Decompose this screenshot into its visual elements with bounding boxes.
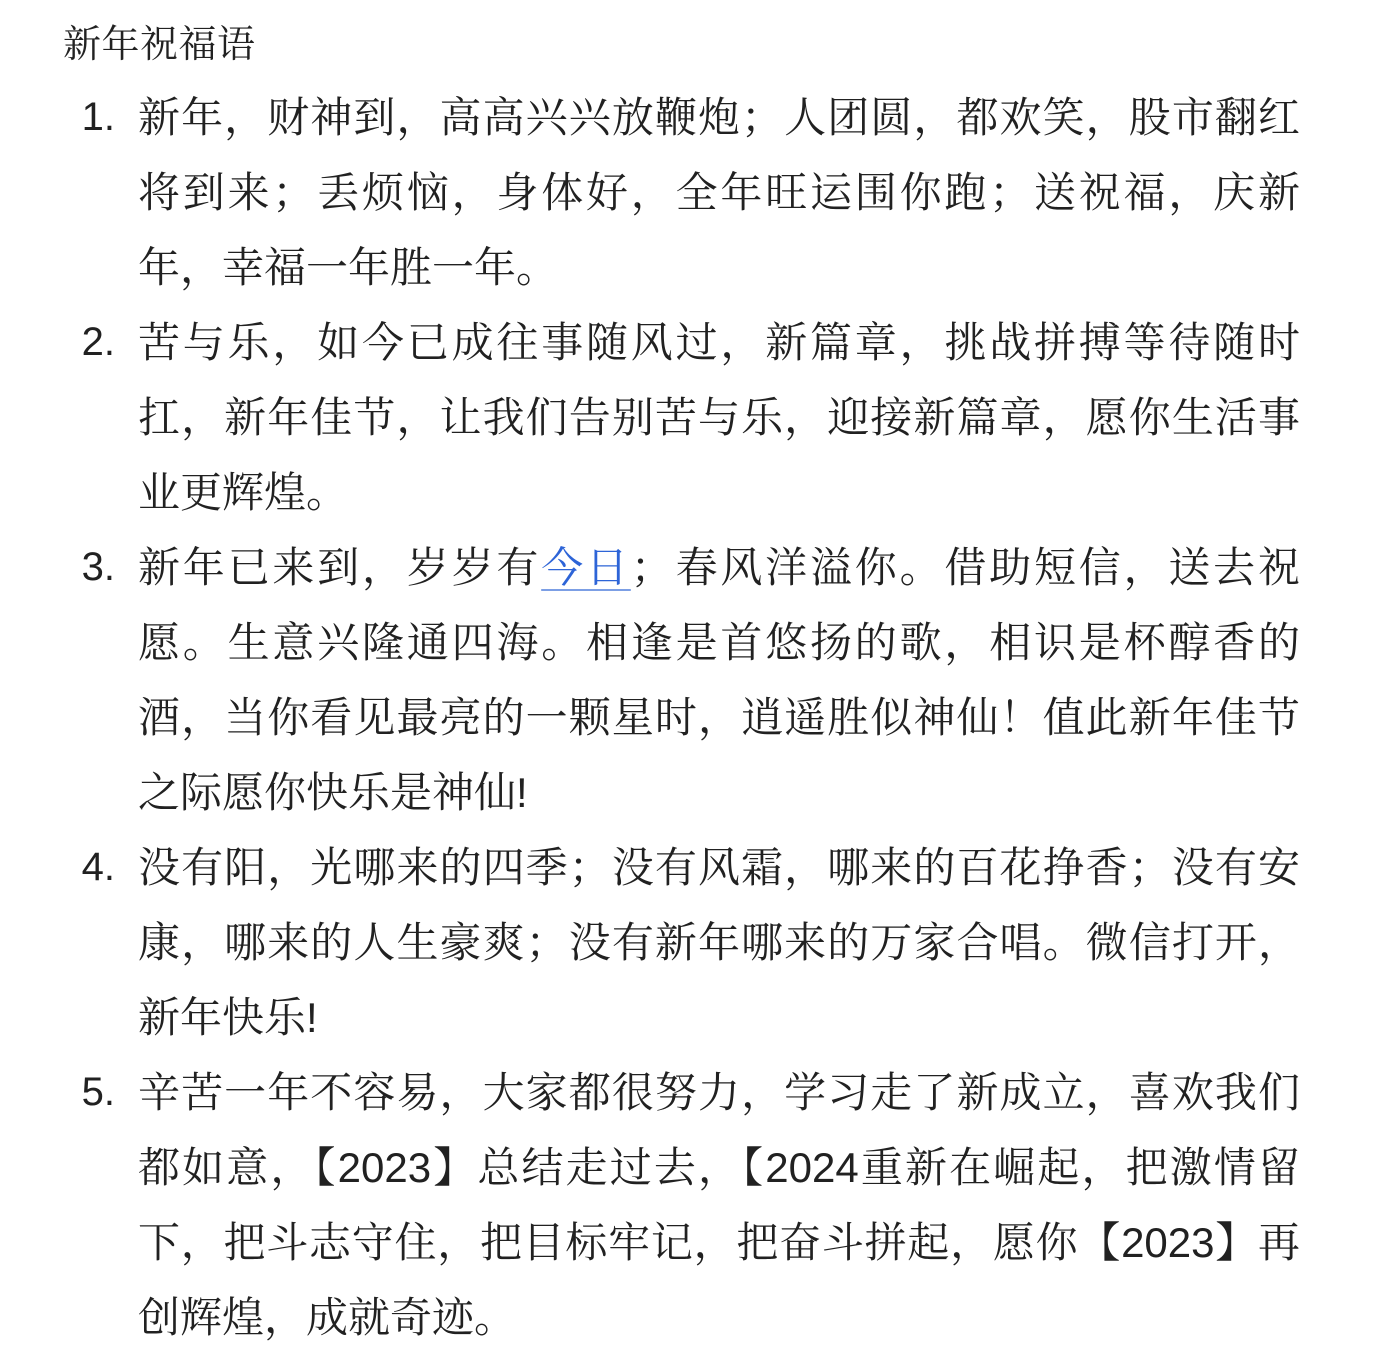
item-text xyxy=(138,530,1300,830)
item-text-segment: 新年已来到，岁岁有 xyxy=(138,544,542,591)
item-text-segment: 没有阳，光哪来的四季；没有风霜，哪来的百花挣香；没有安康，哪来的人生豪爽；没有新年哪来的万家合唱。微信打开，新年快乐! xyxy=(138,844,1300,1041)
greetings-list xyxy=(63,80,1300,1355)
list-item xyxy=(63,1055,1300,1355)
item-text-segment: 新年，财神到，高高兴兴放鞭炮；人团圆，都欢笑，股市翻红将到来；丢烦恼，身体好，全年旺运围你跑；送祝福，庆新年，幸福一年胜一年。 xyxy=(138,94,1300,291)
item-text xyxy=(138,80,1300,305)
item-number: 5. xyxy=(81,1070,115,1114)
list-item xyxy=(63,80,1300,305)
item-text xyxy=(138,305,1300,530)
today-link[interactable]: 今日 xyxy=(541,544,631,591)
list-item xyxy=(63,530,1300,830)
item-text xyxy=(138,1055,1300,1355)
item-text xyxy=(138,830,1300,1055)
item-number: 1. xyxy=(81,95,115,139)
item-number: 2. xyxy=(81,320,115,364)
item-number: 4. xyxy=(81,845,115,889)
item-text-segment: 苦与乐，如今已成往事随风过，新篇章，挑战拼搏等待随时扛，新年佳节，让我们告别苦与乐，迎接新篇章，愿你生活事业更辉煌。 xyxy=(138,319,1300,516)
item-text-segment: ；春风洋溢你。借助短信，送去祝愿。生意兴隆通四海。相逢是首悠扬的歌，相识是杯醇香的酒，当你看见最亮的一颗星时，逍遥胜似神仙！值此新年佳节之际愿你快乐是神仙! xyxy=(138,544,1300,816)
item-text-segment: 辛苦一年不容易，大家都很努力，学习走了新成立，喜欢我们都如意，【2023】总结走过去，【2024重新在崛起，把激情留下，把斗志守住，把目标牢记，把奋斗拼起，愿你【2023】再创辉煌，成就奇迹。 xyxy=(138,1069,1300,1341)
page-title: 新年祝福语 xyxy=(63,24,256,66)
item-number: 3. xyxy=(81,545,115,589)
list-item xyxy=(63,305,1300,530)
list-item xyxy=(63,830,1300,1055)
